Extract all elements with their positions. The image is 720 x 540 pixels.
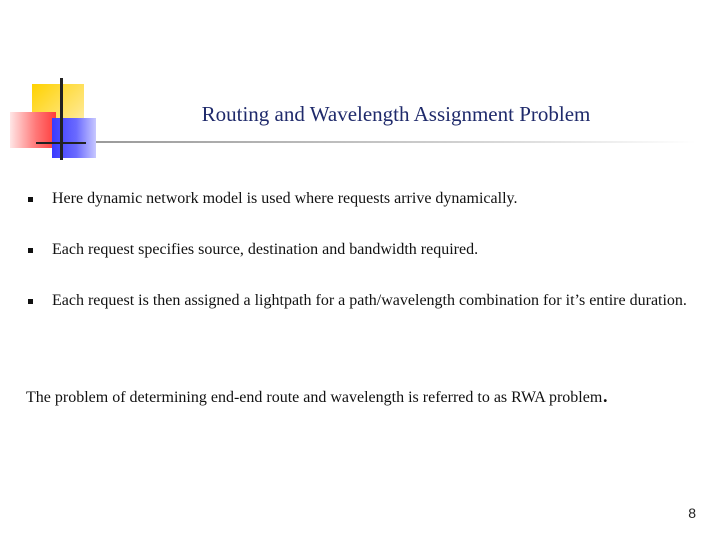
page-number: 8 [688,505,696,521]
square-bullet-icon [28,197,33,202]
bullet-item [26,188,706,210]
decorative-logo [0,0,110,170]
square-bullet-icon [28,299,33,304]
square-bullet-icon [28,248,33,253]
title-divider [96,141,696,143]
summary-sentence: The problem of determining end-end route and wavelength is referred to as RWA problem [26,389,603,406]
bullet-text: Here dynamic network model is used where requests arrive dynamically. [52,190,518,207]
bullet-list [26,188,706,341]
bullet-text: Each request is then assigned a lightpath for a path/wavelength combination for it’s entire duration. [52,292,687,309]
bullet-text: Each request specifies source, destination and bandwidth required. [52,241,479,258]
summary-period: . [602,382,609,408]
bullet-item [26,290,706,312]
logo-horizontal-line [36,142,86,144]
slide-title: Routing and Wavelength Assignment Problem [201,102,591,126]
summary-text [26,384,706,409]
bullet-item [26,239,706,261]
